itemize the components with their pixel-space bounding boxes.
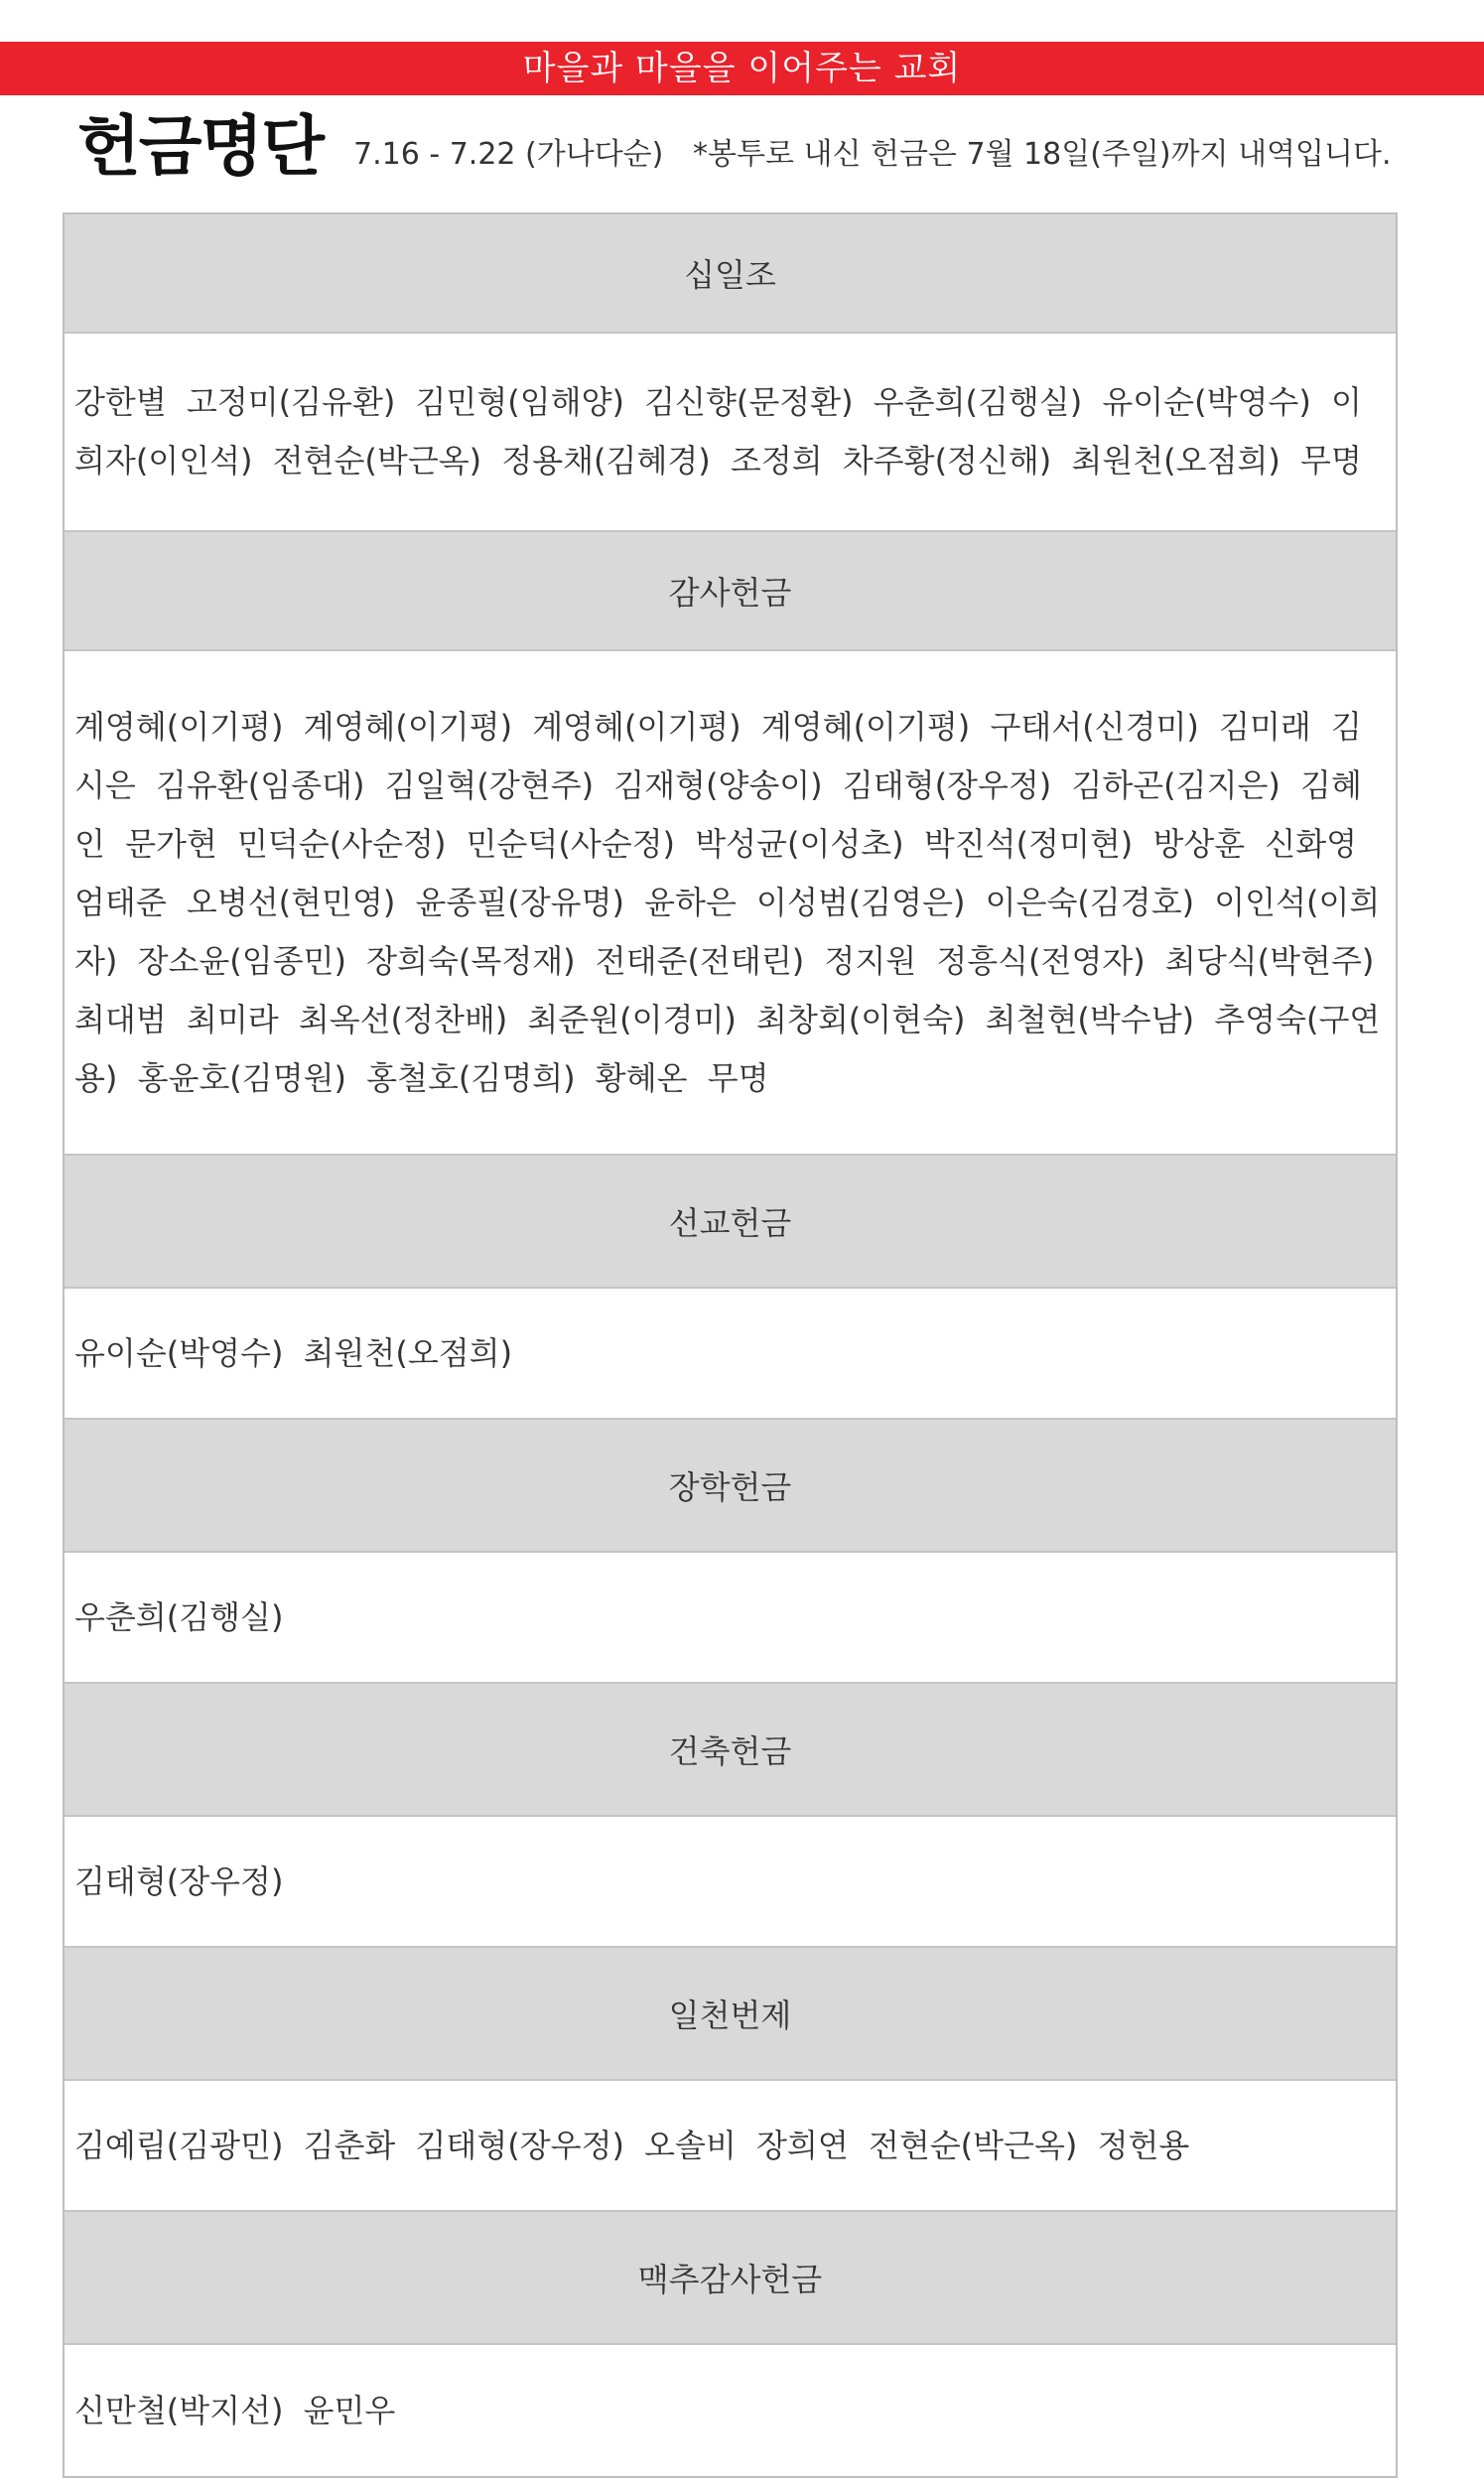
section-header-thanksgiving: 감사헌금 — [65, 532, 1396, 651]
section-names-thousand-offerings — [65, 2081, 1396, 2212]
names-text: 유이순(박영수) 최원천(오점희) — [74, 1333, 513, 1372]
section-header-tithe: 십일조 — [65, 214, 1396, 334]
envelope-note: *봉투로 내신 헌금은 7월 18일(주일)까지 내역입니다. — [693, 137, 1392, 172]
section-names-harvest-thanksgiving — [65, 2345, 1396, 2476]
names-text: 김태형(장우정) — [74, 1862, 284, 1900]
date-range: 7.16 - 7.22 (가나다순) — [353, 137, 664, 172]
section-header-scholarship: 장학헌금 — [65, 1420, 1396, 1553]
title-row — [77, 107, 1447, 187]
section-header-harvest-thanksgiving: 맥추감사헌금 — [65, 2212, 1396, 2345]
section-header-thousand-offerings: 일천번제 — [65, 1948, 1396, 2081]
page-title: 헌금명단 — [77, 108, 324, 185]
section-names-building — [65, 1817, 1396, 1948]
names-text: 우춘희(김행실) — [74, 1597, 284, 1636]
names-text: 신만철(박지선) 윤민우 — [74, 2391, 396, 2429]
section-header-building: 건축헌금 — [65, 1684, 1396, 1817]
church-banner: 마을과 마을을 이어주는 교회 — [0, 42, 1484, 95]
offering-table — [63, 212, 1398, 2478]
names-text: 계영혜(이기평) 계영혜(이기평) 계영혜(이기평) 계영혜(이기평) 구태서(신경미) 김미래 김시은 김유환(임종대) 김일혁(강현주) 김재형(양송이) 김태형(장우정) 김하곤(김지은) 김혜인 문가현 민덕순(사순정) 민순덕(사순정) 박성균(이성초) 박진석(정미현) 방상훈 신화영 엄태준 오병선(현민영) 윤종필(장유명) 윤하은 이성범(김영은) 이은숙(김경호) 이인석(이희자) 장소윤(임종민) 장희숙(목정재) 전태준(전태린) 정지원 정흥식(전영자) 최당식(박현주) 최대범 최미라 최옥선(정찬배) 최준원(이경미) 최창회(이현숙) 최철현(박수남) 추영숙(구연용) 홍윤호(김명원) 홍철호(김명희) 황혜온 무명 — [74, 707, 1381, 1097]
section-header-mission: 선교헌금 — [65, 1156, 1396, 1289]
names-text: 김예림(김광민) 김춘화 김태형(장우정) 오솔비 장희연 전현순(박근옥) 정헌용 — [74, 2126, 1190, 2164]
section-names-scholarship — [65, 1553, 1396, 1684]
names-text: 강한별 고정미(김유환) 김민형(임해양) 김신향(문정환) 우춘희(김행실) 유이순(박영수) 이희자(이인석) 전현순(박근옥) 정용채(김혜경) 조정희 차주황(정신해) 최원천(오점희) 무명 — [74, 383, 1362, 480]
section-names-thanksgiving — [65, 651, 1396, 1156]
section-names-mission — [65, 1289, 1396, 1420]
section-names-tithe — [65, 334, 1396, 532]
